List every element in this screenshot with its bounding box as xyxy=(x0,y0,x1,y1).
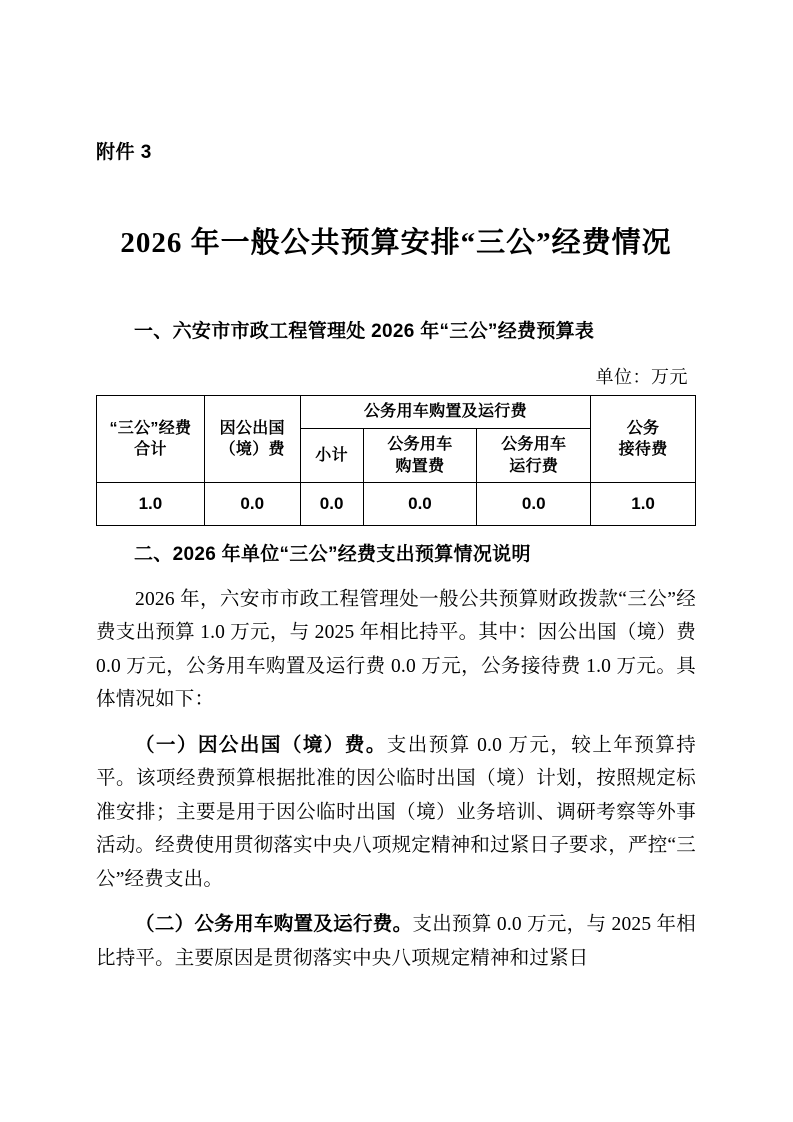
header-reception-line1: 公务 xyxy=(626,419,660,437)
attachment-label: 附件 3 xyxy=(96,142,152,163)
header-vehicle-operation-line2: 运行费 xyxy=(509,457,559,475)
header-total-line1: “三公”经费 xyxy=(109,419,192,437)
page-title: 2026 年一般公共预算安排“三公”经费情况 xyxy=(120,226,672,259)
value-vehicle-operation: 0.0 xyxy=(477,483,591,526)
header-cell-abroad xyxy=(204,396,300,483)
header-abroad-line1: 因公出国 xyxy=(219,419,285,437)
value-reception: 1.0 xyxy=(591,483,696,526)
section-heading-1: 一、六安市市政工程管理处 2026 年“三公”经费预算表 xyxy=(134,321,595,343)
header-cell-vehicle-operation xyxy=(477,429,591,483)
paragraph-abroad-text: 支出预算 0.0 万元，较上年预算持平。该项经费预算根据批准的因公临时出国（境）计划，按照规定标准安排；主要是用于因公临时出国（境）业务培训、调研考察等外事活动。经费使用贯彻落实中央八项规定精神和过紧日子要求，严控“三公”经费支出。 xyxy=(96,734,696,890)
paragraph-abroad xyxy=(96,729,696,897)
header-vehicle-purchase-line2: 购置费 xyxy=(395,457,445,475)
header-abroad-line2: （境）费 xyxy=(219,441,285,459)
paragraph-overview: 2026 年，六安市市政工程管理处一般公共预算财政拨款“三公”经费支出预算 1.0 万元，与 2025 年相比持平。其中：因公出国（境）费 0.0 万元，公务用车购置及运行费 0.0 万元，公务接待费 1.0 万元。具体情况如下： xyxy=(96,588,696,711)
value-total: 1.0 xyxy=(97,483,205,526)
header-reception-line2: 接待费 xyxy=(618,441,668,459)
header-vehicle-operation-line1: 公务用车 xyxy=(501,436,567,454)
header-vehicle-purchase-line1: 公务用车 xyxy=(387,436,453,454)
paragraph-vehicle xyxy=(96,908,696,975)
table-header-row-1 xyxy=(97,396,696,429)
header-cell-vehicle-subtotal: 小计 xyxy=(300,429,363,483)
table-row xyxy=(97,483,696,526)
value-vehicle-subtotal: 0.0 xyxy=(300,483,363,526)
paragraph-vehicle-label: （二）公务用车购置及运行费。 xyxy=(135,913,413,936)
value-vehicle-purchase: 0.0 xyxy=(363,483,477,526)
unit-note: 单位：万元 xyxy=(595,367,688,388)
budget-table xyxy=(96,395,696,526)
header-cell-total xyxy=(97,396,205,483)
header-cell-vehicle-purchase xyxy=(363,429,477,483)
paragraph-vehicle-text: 支出预算 0.0 万元，与 2025 年相比持平。主要原因是贯彻落实中央八项规定精神和过紧日 xyxy=(96,914,696,969)
document-content xyxy=(96,140,696,976)
header-total-line2: 合计 xyxy=(134,441,167,459)
value-abroad: 0.0 xyxy=(204,483,300,526)
paragraph-abroad-label: （一）因公出国（境）费。 xyxy=(135,733,387,756)
header-cell-vehicle-group: 公务用车购置及运行费 xyxy=(300,396,590,429)
section-heading-2: 二、2026 年单位“三公”经费支出预算情况说明 xyxy=(134,544,531,566)
header-cell-reception xyxy=(591,396,696,483)
